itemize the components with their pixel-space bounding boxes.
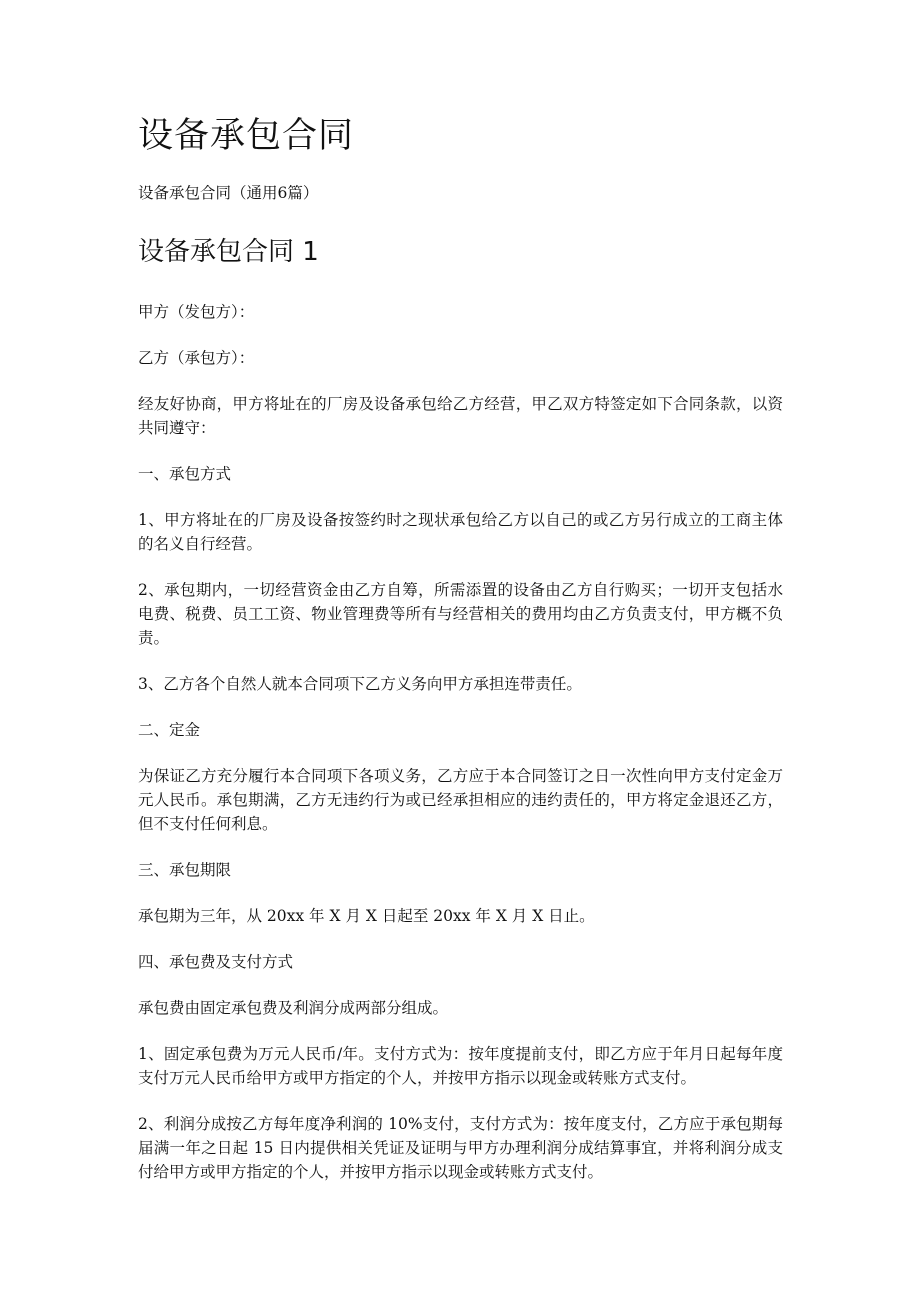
clause-paragraph: 1、甲方将址在的厂房及设备按签约时之现状承包给乙方以自己的或乙方另行成立的工商主体的名义自行经营。 (138, 511, 783, 553)
clause-paragraph: 1、固定承包费为万元人民币/年。支付方式为：按年度提前支付，即乙方应于年月日起每年度支付万元人民币给甲方或甲方指定的个人，并按甲方指示以现金或转账方式支付。 (138, 1045, 783, 1087)
document-title: 设备承包合同 (138, 116, 355, 156)
intro-paragraph: 经友好协商，甲方将址在的厂房及设备承包给乙方经营，甲乙双方特签定如下合同条款，以资共同遵守： (138, 395, 783, 437)
clause-paragraph: 承包费由固定承包费及利润分成两部分组成。 (138, 999, 449, 1017)
clause-paragraph: 3、乙方各个自然人就本合同项下乙方义务向甲方承担连带责任。 (138, 675, 582, 693)
document-content (138, 112, 783, 1184)
clause-paragraph: 承包期为三年，从 20xx 年 X 月 X 日起至 20xx 年 X 月 X 日止。 (138, 907, 595, 925)
clause-heading-2: 二、定金 (138, 721, 201, 739)
party-b-line: 乙方（承包方）： (138, 349, 255, 367)
clause-heading-4: 四、承包费及支付方式 (138, 953, 294, 971)
clause-paragraph: 2、利润分成按乙方每年度净利润的 10%支付，支付方式为：按年度支付，乙方应于承包期每届满一年之日起 15 日内提供相关凭证及证明与甲方办理利润分成结算事宜，并将利润分成支付给甲方或甲方指定的个人，并按甲方指示以现金或转账方式支付。 (138, 1115, 783, 1181)
document-subtitle: 设备承包合同（通用6篇） (138, 184, 319, 202)
clause-paragraph: 为保证乙方充分履行本合同项下各项义务，乙方应于本合同签订之日一次性向甲方支付定金万元人民币。承包期满，乙方无违约行为或已经承担相应的违约责任的，甲方将定金退还乙方，但不支付任何利息。 (138, 767, 783, 833)
clause-heading-1: 一、承包方式 (138, 465, 232, 483)
party-a-line: 甲方（发包方）： (138, 303, 255, 321)
clause-paragraph: 2、承包期内，一切经营资金由乙方自筹，所需添置的设备由乙方自行购买；一切开支包括水电费、税费、员工工资、物业管理费等所有与经营相关的费用均由乙方负责支付，甲方概不负责。 (138, 581, 783, 647)
clause-heading-3: 三、承包期限 (138, 861, 232, 879)
section-heading: 设备承包合同 1 (138, 237, 319, 267)
